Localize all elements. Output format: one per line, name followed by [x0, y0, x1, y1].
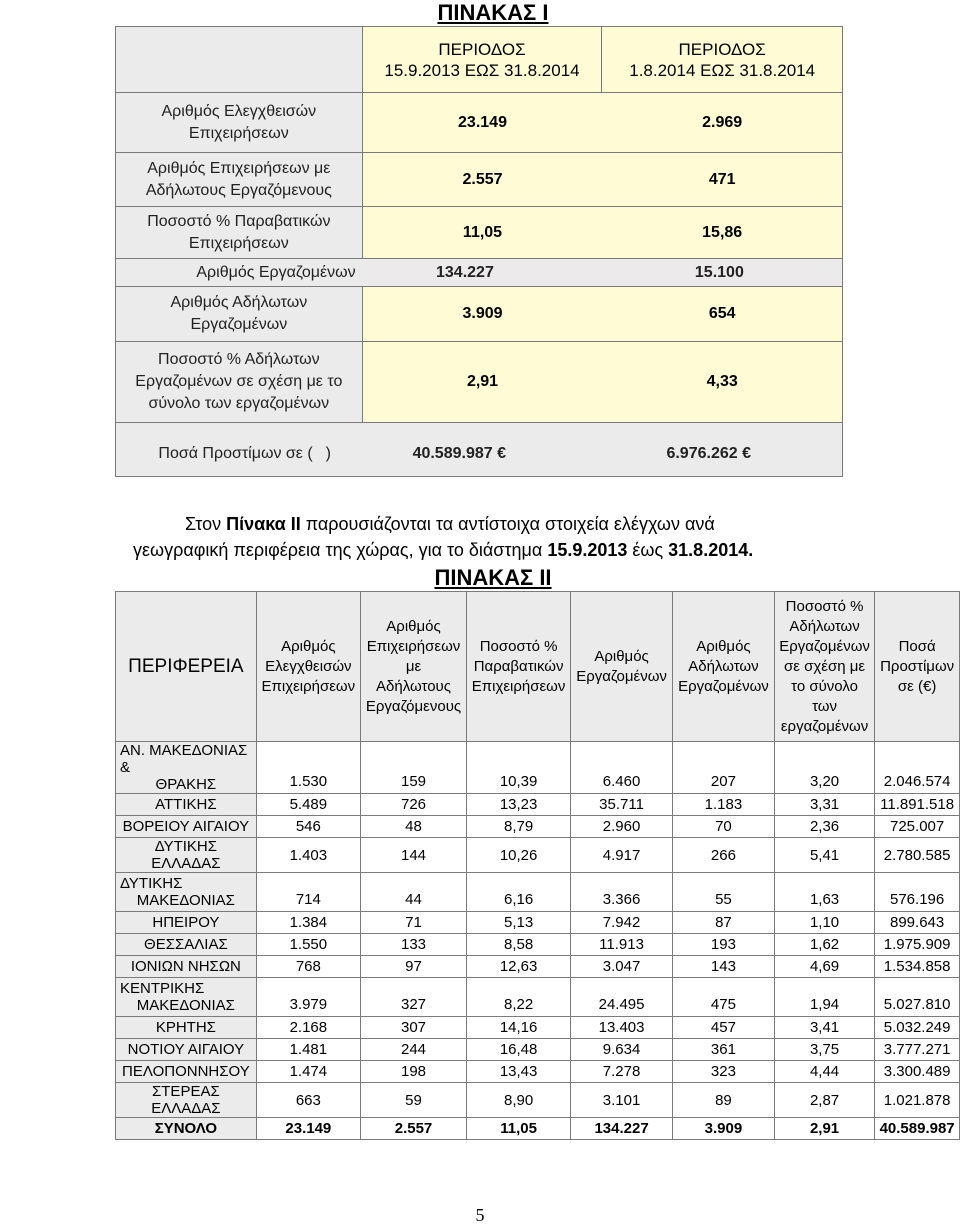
- data-cell: 12,63: [467, 956, 571, 978]
- data-cell: 13,23: [467, 794, 571, 816]
- region-cell: ΝΟΤΙΟΥ ΑΙΓΑΙΟΥ: [116, 1039, 257, 1061]
- data-cell: 8,90: [467, 1083, 571, 1118]
- table-row: [116, 742, 960, 794]
- table1-row-label: Ποσοστό % Αδήλωτων Εργαζομένων σε σχέση με το σύνολο των εργαζομένων: [116, 342, 363, 423]
- data-cell: 2.960: [571, 816, 673, 838]
- data-cell: 11.913: [571, 934, 673, 956]
- table-row: [116, 794, 960, 816]
- data-cell: 3,31: [774, 794, 874, 816]
- data-cell: 35.711: [571, 794, 673, 816]
- table-row: [116, 956, 960, 978]
- data-cell: 11,05: [467, 1118, 571, 1140]
- table-row: [116, 1017, 960, 1039]
- data-cell: 1.534.858: [875, 956, 960, 978]
- region-cell: ΚΕΝΤΡΙΚΗΣ ΜΑΚΕΔΟΝΙΑΣ: [116, 978, 257, 1017]
- data-cell: 8,22: [467, 978, 571, 1017]
- table-row: [116, 838, 960, 873]
- column-header: Ποσοστό % Αδήλωτων Εργαζομένων σε σχέση με το σύνολο των εργαζομένων: [774, 592, 874, 742]
- data-cell: 457: [673, 1017, 775, 1039]
- data-cell: 14,16: [467, 1017, 571, 1039]
- intro-paragraph: Στον Πίνακα ΙΙ παρουσιάζονται τα αντίστοιχα στοιχεία ελέγχων ανά γεωγραφική περιφέρεια της χώρας, για το διάστημα 15.9.2013 έως 31.8.2014.: [133, 514, 754, 560]
- data-cell: 6.460: [571, 742, 673, 794]
- table-row: [116, 934, 960, 956]
- column-header: Αριθμός Εργαζομένων: [571, 592, 673, 742]
- data-cell: 97: [360, 956, 466, 978]
- data-cell: 59: [360, 1083, 466, 1118]
- data-cell: 13,43: [467, 1061, 571, 1083]
- table-row: [116, 816, 960, 838]
- data-cell: 4.917: [571, 838, 673, 873]
- data-cell: 3.101: [571, 1083, 673, 1118]
- table2-title: ΠΙΝΑΚΑΣ ΙΙ: [434, 565, 552, 590]
- data-cell: 1.183: [673, 794, 775, 816]
- data-cell: 3.777.271: [875, 1039, 960, 1061]
- table1-row-label: Ποσοστό % Παραβατικών Επιχειρήσεων: [116, 207, 363, 259]
- table-row: [116, 1083, 960, 1118]
- data-cell: 198: [360, 1061, 466, 1083]
- data-cell: 16,48: [467, 1039, 571, 1061]
- data-cell: 23.149: [256, 1118, 360, 1140]
- data-cell: 6,16: [467, 873, 571, 912]
- data-cell: 48: [360, 816, 466, 838]
- data-cell: 768: [256, 956, 360, 978]
- data-cell: 2,36: [774, 816, 874, 838]
- data-cell: 576.196: [875, 873, 960, 912]
- table-row: [116, 1039, 960, 1061]
- data-cell: 24.495: [571, 978, 673, 1017]
- table1-period1-header: ΠΕΡΙΟΔΟΣ 15.9.2013 ΕΩΣ 31.8.2014: [362, 27, 602, 93]
- data-cell: 475: [673, 978, 775, 1017]
- data-cell: 266: [673, 838, 775, 873]
- data-cell: 5.032.249: [875, 1017, 960, 1039]
- table1-row-values: 23.149 2.969: [362, 93, 842, 153]
- data-cell: 2.046.574: [875, 742, 960, 794]
- data-cell: 725.007: [875, 816, 960, 838]
- region-cell: ΔΥΤΙΚΗΣ ΜΑΚΕΔΟΝΙΑΣ: [116, 873, 257, 912]
- data-cell: 5,41: [774, 838, 874, 873]
- data-cell: 3,20: [774, 742, 874, 794]
- data-cell: 1.384: [256, 912, 360, 934]
- table2-body: [116, 742, 960, 1140]
- page-number: 5: [475, 1205, 485, 1225]
- data-cell: 11.891.518: [875, 794, 960, 816]
- data-cell: 663: [256, 1083, 360, 1118]
- data-cell: 1.975.909: [875, 934, 960, 956]
- table1-row-values: 2,91 4,33: [362, 342, 842, 423]
- data-cell: 244: [360, 1039, 466, 1061]
- region-cell: ΗΠΕΙΡΟΥ: [116, 912, 257, 934]
- table1-period2-header: ΠΕΡΙΟΔΟΣ 1.8.2014 ΕΩΣ 31.8.2014: [602, 27, 843, 93]
- data-cell: 3.047: [571, 956, 673, 978]
- region-cell: ΑΤΤΙΚΗΣ: [116, 794, 257, 816]
- data-cell: 1.474: [256, 1061, 360, 1083]
- table1-row-label: Αριθμός Ελεγχθεισών Επιχειρήσεων: [116, 93, 363, 153]
- table1-row-values: 2.557 471: [362, 153, 842, 207]
- data-cell: 3,75: [774, 1039, 874, 1061]
- data-cell: 70: [673, 816, 775, 838]
- data-cell: 5.489: [256, 794, 360, 816]
- data-cell: 8,79: [467, 816, 571, 838]
- region-cell: ΠΕΛΟΠΟΝΝΗΣΟΥ: [116, 1061, 257, 1083]
- data-cell: 307: [360, 1017, 466, 1039]
- table1-row-employees: Αριθμός Εργαζομένων 134.227 15.100: [116, 259, 843, 287]
- data-cell: 87: [673, 912, 775, 934]
- data-cell: 1.481: [256, 1039, 360, 1061]
- table1-row-values: 3.909 654: [362, 287, 842, 342]
- data-cell: 3.979: [256, 978, 360, 1017]
- data-cell: 40.589.987: [875, 1118, 960, 1140]
- table1-row-values: 11,05 15,86: [362, 207, 842, 259]
- euro-icon: €: [742, 445, 751, 463]
- data-cell: 361: [673, 1039, 775, 1061]
- data-cell: 89: [673, 1083, 775, 1118]
- region-cell: ΘΕΣΣΑΛΙΑΣ: [116, 934, 257, 956]
- region-cell: ΑΝ. ΜΑΚΕΔΟΝΙΑΣ & ΘΡΑΚΗΣ: [116, 742, 257, 794]
- table1-corner: [116, 27, 363, 93]
- data-cell: 207: [673, 742, 775, 794]
- region-cell: ΒΟΡΕΙΟΥ ΑΙΓΑΙΟΥ: [116, 816, 257, 838]
- table1-row-fines: Ποσά Προστίμων σε ( ) 40.589.987 € 6.976.262 €: [116, 433, 843, 477]
- table2: [115, 591, 960, 1140]
- data-cell: 3,41: [774, 1017, 874, 1039]
- data-cell: 134.227: [571, 1118, 673, 1140]
- column-header: Ποσά Προστίμων σε (€): [875, 592, 960, 742]
- column-header: Αριθμός Ελεγχθεισών Επιχειρήσεων: [256, 592, 360, 742]
- table1: [115, 26, 843, 477]
- data-cell: 2,91: [774, 1118, 874, 1140]
- data-cell: 1,10: [774, 912, 874, 934]
- data-cell: 7.942: [571, 912, 673, 934]
- data-cell: 2.557: [360, 1118, 466, 1140]
- data-cell: 144: [360, 838, 466, 873]
- table-row: [116, 873, 960, 912]
- data-cell: 2,87: [774, 1083, 874, 1118]
- data-cell: 13.403: [571, 1017, 673, 1039]
- region-cell: ΚΡΗΤΗΣ: [116, 1017, 257, 1039]
- region-cell: ΣΥΝΟΛΟ: [116, 1118, 257, 1140]
- data-cell: 2.168: [256, 1017, 360, 1039]
- table-row: [116, 912, 960, 934]
- table1-row-label: Αριθμός Επιχειρήσεων με Αδήλωτους Εργαζόμενους: [116, 153, 363, 207]
- column-header: Αριθμός Επιχειρήσεων με Αδήλωτους Εργαζόμενους: [360, 592, 466, 742]
- data-cell: 7.278: [571, 1061, 673, 1083]
- region-cell: ΙΟΝΙΩΝ ΝΗΣΩΝ: [116, 956, 257, 978]
- data-cell: 1.403: [256, 838, 360, 873]
- data-cell: 546: [256, 816, 360, 838]
- data-cell: 1.021.878: [875, 1083, 960, 1118]
- table1-row-label: Αριθμός Αδήλωτων Εργαζομένων: [116, 287, 363, 342]
- data-cell: 3.366: [571, 873, 673, 912]
- data-cell: 5,13: [467, 912, 571, 934]
- data-cell: 9.634: [571, 1039, 673, 1061]
- table2-header-row: [116, 592, 960, 742]
- data-cell: 726: [360, 794, 466, 816]
- data-cell: 1.530: [256, 742, 360, 794]
- data-cell: 3.909: [673, 1118, 775, 1140]
- data-cell: 2.780.585: [875, 838, 960, 873]
- column-header-region: ΠΕΡΙΦΕΡΕΙΑ: [116, 592, 257, 742]
- data-cell: 1,63: [774, 873, 874, 912]
- data-cell: 8,58: [467, 934, 571, 956]
- table-row: [116, 1061, 960, 1083]
- region-cell: ΣΤΕΡΕΑΣ ΕΛΛΑΔΑΣ: [116, 1083, 257, 1118]
- data-cell: 10,39: [467, 742, 571, 794]
- region-cell: ΔΥΤΙΚΗΣ ΕΛΛΑΔΑΣ: [116, 838, 257, 873]
- data-cell: 193: [673, 934, 775, 956]
- table1-title: ΠΙΝΑΚΑΣ Ι: [437, 0, 549, 25]
- table-total-row: [116, 1118, 960, 1140]
- data-cell: 1.550: [256, 934, 360, 956]
- column-header: Αριθμός Αδήλωτων Εργαζομένων: [673, 592, 775, 742]
- data-cell: 44: [360, 873, 466, 912]
- data-cell: 323: [673, 1061, 775, 1083]
- data-cell: 5.027.810: [875, 978, 960, 1017]
- data-cell: 143: [673, 956, 775, 978]
- data-cell: 71: [360, 912, 466, 934]
- data-cell: 10,26: [467, 838, 571, 873]
- data-cell: 899.643: [875, 912, 960, 934]
- table-row: [116, 978, 960, 1017]
- column-header: Ποσοστό % Παραβατικών Επιχειρήσεων: [467, 592, 571, 742]
- data-cell: 3.300.489: [875, 1061, 960, 1083]
- data-cell: 55: [673, 873, 775, 912]
- data-cell: 1,94: [774, 978, 874, 1017]
- data-cell: 159: [360, 742, 466, 794]
- euro-icon: €: [497, 445, 506, 463]
- data-cell: 4,44: [774, 1061, 874, 1083]
- data-cell: 1,62: [774, 934, 874, 956]
- data-cell: 133: [360, 934, 466, 956]
- table1-spacer: [116, 423, 843, 433]
- data-cell: 714: [256, 873, 360, 912]
- data-cell: 327: [360, 978, 466, 1017]
- data-cell: 4,69: [774, 956, 874, 978]
